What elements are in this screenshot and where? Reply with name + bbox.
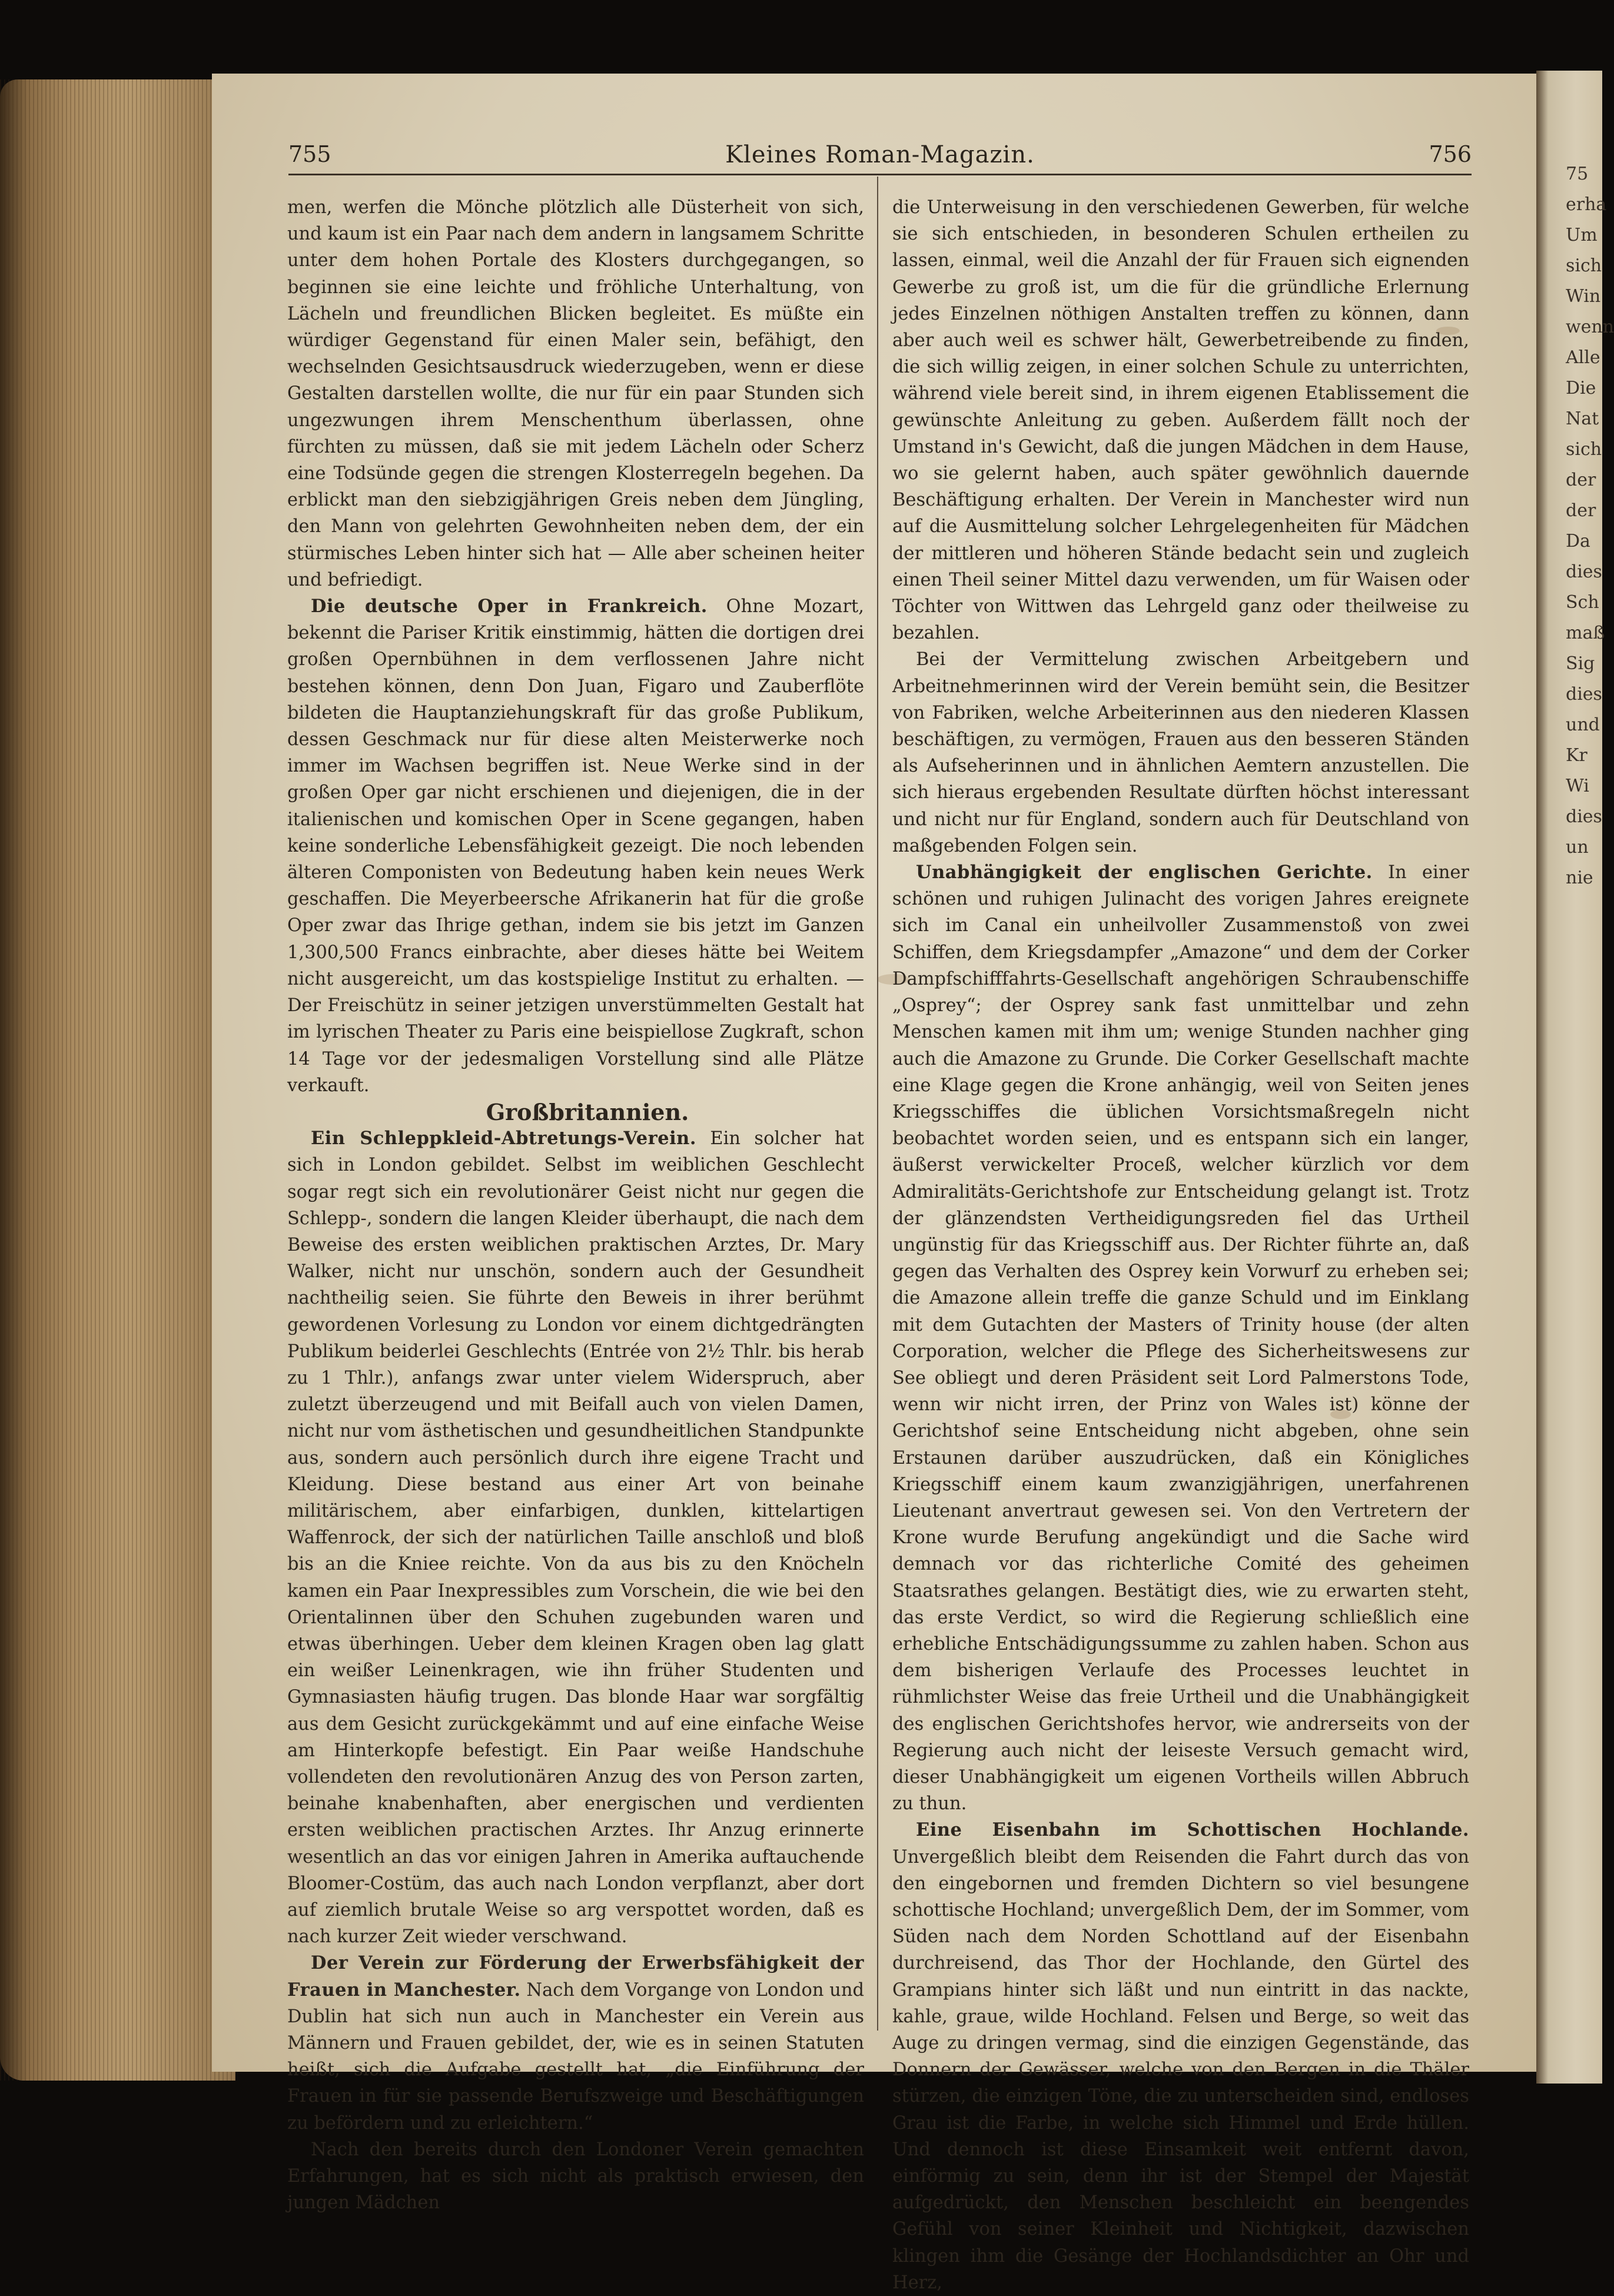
page-number-left: 755: [288, 141, 331, 167]
next-page-word: Die: [1566, 378, 1596, 398]
next-page-word: und: [1566, 715, 1600, 735]
header-rule: [288, 174, 1472, 175]
article-heading: Die deutsche Oper in Frankreich.: [311, 596, 708, 617]
next-page-word: der: [1566, 500, 1596, 521]
next-page-word: sich: [1566, 255, 1602, 276]
article-heading: Der Verein zur Förderung der Erwerbsfähigkeit der Frauen in Manchester.: [287, 1952, 864, 2001]
next-page-word: Wi: [1566, 776, 1589, 796]
next-page-word: wenn: [1566, 317, 1614, 337]
paragraph: Nach den bereits durch den Londoner Verein gemachten Erfahrungen, hat es sich nicht als praktisch erwiesen, den jungen Mädchen: [287, 2139, 864, 2214]
page-number-right: 756: [1429, 141, 1472, 167]
article-manchester: [287, 1950, 864, 2136]
article-railway: [892, 1817, 1469, 2296]
next-page-word: Nat: [1566, 408, 1599, 429]
next-page-word: Alle: [1566, 347, 1600, 368]
next-page-fragment: [1566, 159, 1614, 893]
next-page-word: Win: [1566, 286, 1601, 307]
article-body: In einer schönen und ruhigen Julinacht des vorigen Jahres ereignete sich im Canal ein unheilvoller Zusammenstoß von zwei Schiffen, dem Kriegsdampfer „Amazone“ und dem der Corker Dampfschifffahrts-Gesellschaft angehörigen Schraubenschiffe „Osprey“; der Osprey sank fast unmittelbar und zehn Menschen kamen mit ihm um; wenige Stunden nachher ging auch die Amazone zu Grunde. Die Corker Gesellschaft machte eine Klage gegen die Krone anhängig, weil von Seiten jenes Kriegsschiffes die üblichen Vorsichtsmaßregeln nicht beobachtet worden seien, und es entspann sich ein langer, äußerst verwickelter Proceß, welcher kürzlich vor dem Admiralitäts-Gerichtshofe zur Entscheidung gelangt ist. Trotz der glänzendsten Vertheidigungsreden fiel das Urtheil ungünstig für das Kriegsschiff aus. Der Richter führte an, daß gegen das Verhalten des Osprey kein Vorwurf zu erheben sei; die Amazone allein treffe die ganze Schuld und im Einklang mit dem Gutachten der Masters of Trinity house (der alten Corporation, welcher die Pflege des Sicherheitswesens zur See obliegt und deren Präsident seit Lord Palmerstons Tode, wenn wir nicht irren, der Prinz von Wales ist) könne der Gerichtshof seine Entscheidung nicht abgeben, ohne sein Erstaunen darüber auszudrücken, daß ein Königliches Kriegsschiff einem kaum zwanzigjährigen, unerfahrenen Lieutenant anvertraut gewesen sei. Von den Vertretern der Krone wurde Berufung angekündigt und die Sache wird demnach vor das richterliche Comité des geheimen Staatsrathes gelangen. Bestätigt dies, wie zu erwarten steht, das erste Verdict, so wird die Regierung schließlich eine erhebliche Entschädigungssumme zu zahlen haben. Schon aus dem bisherigen Verlaufe des Processes leuchtet in rühmlichster Weise das freie Urtheil und die Unabhängigkeit des englischen Gerichtshofes hervor, wie andrerseits von der Regierung auch nicht der leiseste Versuch gemacht wird, dieser Unabhängigkeit um eigenen Vortheils willen Abbruch zu thun.: [892, 862, 1470, 1815]
paragraph: Bei der Vermittelung zwischen Arbeitgebern und Arbeitnehmerinnen wird der Verein bemüht sein, die Besitzer von Fabriken, welche Arbeiterinnen aus den niederen Klassen beschäftigen, zu vermögen, Frauen aus den besseren Ständen als Aufseherinnen und in ähnlichen Aemtern anzustellen. Die sich hieraus ergebenden Resultate dürften höchst interessant und nicht nur für England, sondern auch für Deutschland von maßgebenden Folgen sein.: [892, 649, 1469, 856]
running-header: [288, 141, 1472, 177]
article-body: Ein solcher hat sich in London gebildet. Selbst im weiblichen Geschlecht sogar regt sich ein revolutionärer Geist nicht nur gegen die Schlepp-, sondern die langen Kleider überhaupt, die nach dem Beweise des ersten weiblichen praktischen Arztes, Dr. Mary Walker, nicht nur unschön, sondern auch der Gesundheit nachtheilig seien. Sie führte den Beweis in ihrer berühmt gewordenen Vorlesung zu London vor einem dichtgedrängten Publikum beiderlei Geschlechts (Entrée von 2½ Thlr. bis herab zu 1 Thlr.), anfangs zwar unter vielem Widerspruch, aber zuletzt überzeugend und mit Beifall auch von vielen Damen, nicht nur vom ästhetischen und gesundheitlichen Standpunkte aus, sondern auch persönlich durch ihre eigene Tracht und Kleidung. Diese bestand aus einer Art von beinahe militärischem, aber einfarbigen, dunklen, kittelartigen Waffenrock, der sich der natürlichen Taille anschloß und bloß bis an die Kniee reichte. Von da aus bis zu den Knöcheln kamen ein Paar Inexpressibles zum Vorschein, die wie bei den Orientalinnen über den Schuhen zugebunden waren und etwas überhingen. Ueber dem kleinen Kragen oben lag glatt ein weißer Leinenkragen, wie ihn früher Studenten und Gymnasiasten häufig trugen. Das blonde Haar war sorgfältig aus dem Gesicht zurückgekämmt und auf eine einfache Weise am Hinterkopfe befestigt. Ein Paar weiße Handschuhe vollendeten den revolutionären Anzug des von Person zarten, beinahe knabenhaften, aber energischen und verdienten ersten weiblichen practischen Arztes. Ihr Anzug erinnerte wesentlich an das vor einigen Jahren in Amerika auftauchende Bloomer-Costüm, das auch nach London verpflanzt, aber dort auf ziemlich brutale Weise so arg verspottet worden, daß es nach kurzer Zeit wieder verschwand.: [287, 1128, 865, 1948]
next-page-word: 75: [1566, 164, 1589, 184]
section-heading: Großbritannien.: [486, 1098, 689, 1125]
article-body: Unvergeßlich bleibt dem Reisenden die Fahrt durch das von den eingebornen und fremden Dichtern so viel besungene schottische Hochland; unvergeßlich Dem, der im Sommer, vom Süden nach dem Norden Schottland auf der Eisenbahn durchreisend, das Thor der Hochlande, den Gürtel des Grampians hinter sich läßt und nun eintritt in das nackte, kahle, graue, wilde Hochland. Felsen und Berge, so weit das Auge zu dringen vermag, sind die einzigen Gegenstände, das Donnern der Gewässer, welche von den Bergen in die Thäler stürzen, die einzigen Töne, die zu unterscheiden sind, endloses Grau ist die Farbe, in welche sich Himmel und Erde hüllen. Und dennoch ist diese Einsamkeit weit entfernt davon, einförmig zu sein, denn ihr ist der Stempel der Majestät aufgedrückt, den Menschen beschleicht ein beengendes Gefühl von seiner Kleinheit und Nichtigkeit, dazwischen klingen ihm die Gesänge der Hochlandsdichter an Ohr und Herz,: [892, 1846, 1469, 2293]
next-page-word: maß: [1566, 623, 1605, 643]
paragraph: die Unterweisung in den verschiedenen Gewerben, für welche sie sich entschieden, in besonderen Schulen ertheilen zu lassen, einmal, weil die Anzahl der für Frauen sich eignenden Gewerbe zu groß ist, um die für die gründliche Erlernung jedes Einzelnen nöthigen Anstalten treffen zu können, dann aber auch weil es schwer hält, Gewerbetreibende zu finden, die sich willig zeigen, in einer solchen Schule zu unterrichten, während viele bereit sind, in ihrem eigenen Etablissement die gewünschte Anleitung zu geben. Außerdem fällt noch der Umstand in's Gewicht, daß die jungen Mädchen in dem Hause, wo sie gelernt haben, auch später gewöhnlich dauernde Beschäftigung erhalten. Der Verein in Manchester wird nun auf die Ausmittelung solcher Lehrgelegenheiten für Mädchen der mittleren und höheren Stände bedacht sein und zugleich einen Theil seiner Mittel dazu verwenden, um für Waisen oder Töchter von Wittwen das Lehrgeld ganz oder theilweise zu bezahlen.: [892, 197, 1469, 644]
next-page-word: dies: [1566, 806, 1602, 827]
next-page-word: Sig: [1566, 653, 1595, 674]
article-heading: Unabhängigkeit der englischen Gerichte.: [916, 862, 1373, 883]
next-page-word: Da: [1566, 531, 1590, 551]
next-page-word: dies: [1566, 561, 1602, 582]
article-schleppkleid: [287, 1125, 864, 1950]
next-page-word: Kr: [1566, 745, 1588, 766]
next-page-word: Sch: [1566, 592, 1599, 613]
next-page-word: sich: [1566, 439, 1602, 460]
next-page-word: nie: [1566, 868, 1593, 888]
book-page-edges: [0, 79, 235, 2081]
next-page-word: un: [1566, 837, 1589, 858]
left-column: [287, 194, 864, 2216]
article-body: Nach dem Vorgange von London und Dublin hat sich nun auch in Manchester ein Verein aus Männern und Frauen gebildet, der, wie es in seinen Statuten heißt, sich die Aufgabe gestellt hat, „die Einführung der Frauen in für sie passende Berufszweige und Beschäftigungen zu befördern und zu erleichtern.“: [287, 1979, 864, 2134]
article-body: Ohne Mozart, bekennt die Pariser Kritik einstimmig, hätten die dortigen drei großen Opernbühnen in dem verflossenen Jahre nicht bestehen können, denn Don Juan, Figaro und Zauberflöte bildeten die Hauptanziehungskraft für das große Publikum, dessen Geschmack nur für diese alten Meisterwerke noch immer im Wachsen begriffen ist. Neue Werke sind in der großen Oper gar nicht erschienen und diejenigen, die in der italienischen und komischen Oper in Scene gegangen, haben keine sonderliche Lebensfähigkeit gezeigt. Die noch lebenden älteren Componisten von Bedeutung haben kein neues Werk geschaffen. Die Meyerbeersche Afrikanerin hat für die große Oper zwar das Ihrige gethan, indem sie bis jetzt im Ganzen 1,300,500 Francs einbrachte, aber dieses hätte bei Weitem nicht ausgereicht, um das kostspielige Institut zu erhalten. — Der Freischütz in seiner jetzigen unverstümmelten Gestalt hat im lyrischen Theater zu Paris eine beispiellose Zugkraft, schon 14 Tage vor der jedesmaligen Vorstellung sind alle Plätze verkauft.: [287, 596, 864, 1096]
article-heading: Ein Schleppkleid-Abtretungs-Verein.: [311, 1128, 696, 1149]
paragraph: men, werfen die Mönche plötzlich alle Düsterheit von sich, und kaum ist ein Paar nach dem andern in langsamem Schritte unter dem hohen Portale des Klosters durchgegangen, so beginnen sie eine leichte und fröhliche Unterhaltung, von Lächeln und freundlichen Blicken begleitet. Es müßte ein würdiger Gegenstand für einen Maler sein, befähigt, den wechselnden Gesichtsausdruck wiederzugeben, wenn er diese Gestalten darstellen wollte, die nur für ein paar Stunden sich ungezwungen ihrem Menschenthum überlassen, ohne fürchten zu müssen, daß sie mit jedem Lächeln oder Scherz eine Todsünde gegen die strengen Klosterregeln begehen. Da erblickt man den siebzigjährigen Greis neben dem Jüngling, den Mann von gelehrten Gewohnheiten neben dem, der ein stürmisches Leben hinter sich hat — Alle aber scheinen heiter und befriedigt.: [287, 197, 864, 590]
next-page-word: erha: [1566, 194, 1607, 215]
right-column: [892, 194, 1469, 2296]
running-title: Kleines Roman-Magazin.: [725, 141, 1035, 168]
article-heading: Eine Eisenbahn im Schottischen Hochlande.: [916, 1819, 1469, 1841]
next-page-word: der: [1566, 470, 1596, 490]
article-opera: [287, 593, 864, 1099]
article-courts: [892, 859, 1469, 1817]
next-page-word: dies: [1566, 684, 1602, 705]
column-divider: [877, 177, 878, 2031]
next-page-word: Um: [1566, 225, 1598, 245]
